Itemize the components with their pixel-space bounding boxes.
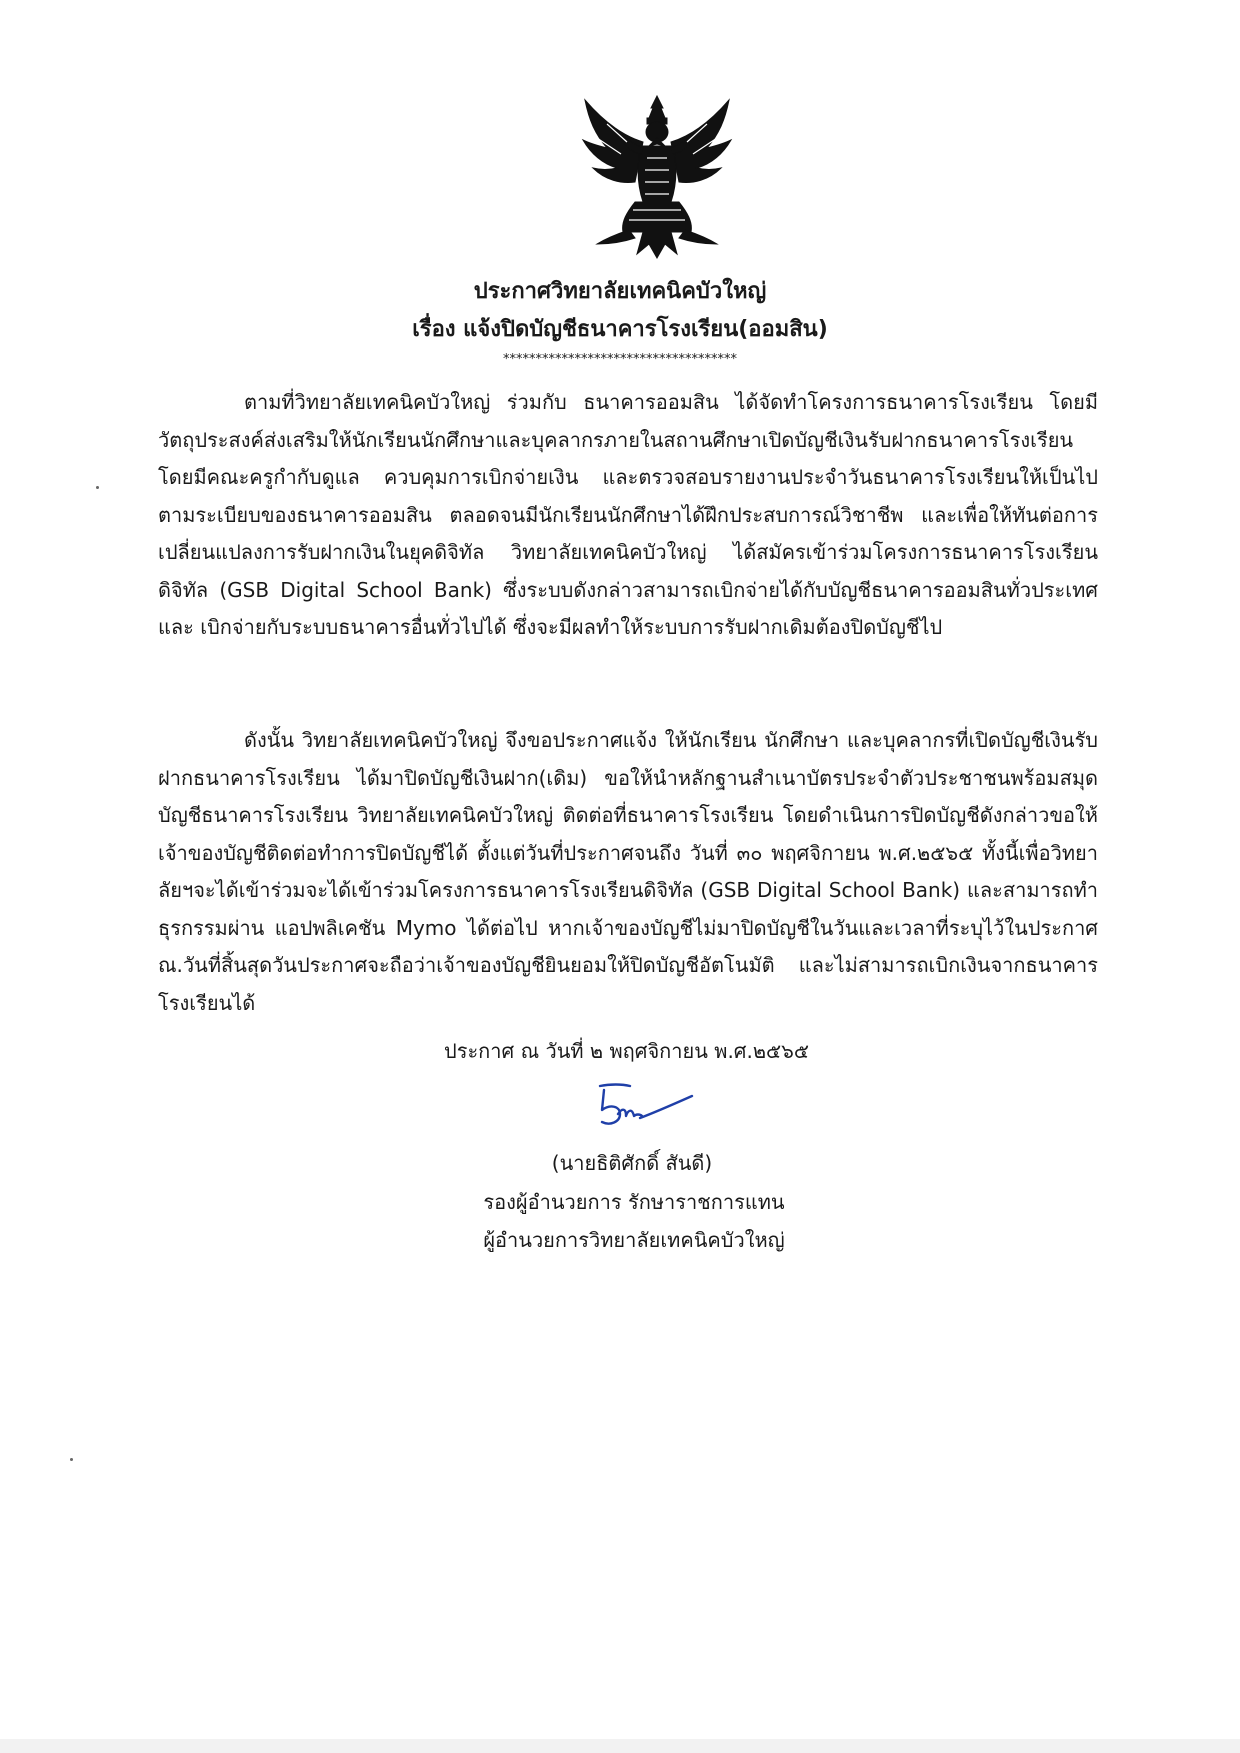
- announcement-subject: เรื่อง แจ้งปิดบัญชีธนาคารโรงเรียน(ออมสิน): [412, 317, 828, 342]
- title-divider: ************************************: [503, 352, 737, 367]
- handwritten-signature: [596, 1080, 696, 1142]
- scan-speck: [70, 1458, 73, 1461]
- announcement-title: ประกาศวิทยาลัยเทคนิคบัวใหญ่: [473, 279, 767, 304]
- garuda-emblem-icon: [577, 94, 737, 259]
- announcement-date: ประกาศ ณ วันที่ ๒ พฤศจิกายน พ.ศ.๒๕๖๕: [444, 1039, 810, 1063]
- scan-edge: [0, 1739, 1240, 1753]
- body-paragraph-1: ตามที่วิทยาลัยเทคนิคบัวใหญ่ ร่วมกับ ธนาคารออมสิน ได้จัดทำโครงการธนาคารโรงเรียน โดยมีวัตถุประสงค์ส่งเสริมให้นักเรียนนักศึกษาและบุคลากรภายในสถานศึกษาเปิดบัญชีเงินรับฝากธนาคารโรงเรียน โดยมีคณะครูกำกับดูแล ควบคุมการเบิกจ่ายเงิน และตรวจสอบรายงานประจำวันธนาคารโรงเรียนให้เป็นไปตามระเบียบของธนาคารออมสิน ตลอดจนมีนักเรียนนักศึกษาได้ฝึกประสบการณ์วิชาชีพ และเพื่อให้ทันต่อการเปลี่ยนแปลงการรับฝากเงินในยุคดิจิทัล วิทยาลัยเทคนิคบัวใหญ่ ได้สมัครเข้าร่วมโครงการธนาคารโรงเรียนดิจิทัล (GSB Digital School Bank) ซึ่งระบบดังกล่าวสามารถเบิกจ่ายได้กับบัญชีธนาคารออมสินทั่วประเทศ และ เบิกจ่ายกับระบบธนาคารอื่นทั่วไปได้ ซึ่งจะมีผลทำให้ระบบการรับฝากเดิมต้องปิดบัญชีไป: [158, 390, 1098, 639]
- signer-title: ผู้อำนวยการวิทยาลัยเทคนิคบัวใหญ่: [483, 1228, 785, 1252]
- signer-name: (นายธิติศักดิ์ สันดี): [551, 1151, 713, 1175]
- signer-position: รองผู้อำนวยการ รักษาราชการแทน: [483, 1190, 785, 1214]
- body-paragraph-2: ดังนั้น วิทยาลัยเทคนิคบัวใหญ่ จึงขอประกาศแจ้ง ให้นักเรียน นักศึกษา และบุคลากรที่เปิดบัญชีเงินรับฝากธนาคารโรงเรียน ได้มาปิดบัญชีเงินฝาก(เดิม) ขอให้นำหลักฐานสำเนาบัตรประจำตัวประชาชนพร้อมสมุดบัญชีธนาคารโรงเรียน วิทยาลัยเทคนิคบัวใหญ่ ติดต่อที่ธนาคารโรงเรียน โดยดำเนินการปิดบัญชีดังกล่าวขอให้เจ้าของบัญชีติดต่อทำการปิดบัญชีได้ ตั้งแต่วันที่ประกาศจนถึง วันที่ ๓๐ พฤศจิกายน พ.ศ.๒๕๖๕ ทั้งนี้เพื่อวิทยาลัยฯจะได้เข้าร่วมจะได้เข้าร่วมโครงการธนาคารโรงเรียนดิจิทัล (GSB Digital School Bank) และสามารถทำธุรกรรมผ่าน แอปพลิเคชัน Mymo ได้ต่อไป หากเจ้าของบัญชีไม่มาปิดบัญชีในวันและเวลาที่ระบุไว้ในประกาศ ณ.วันที่สิ้นสุดวันประกาศจะถือว่าเจ้าของบัญชียินยอมให้ปิดบัญชีอัตโนมัติ และไม่สามารถเบิกเงินจากธนาคารโรงเรียนได้: [158, 728, 1098, 1015]
- scan-speck: [96, 486, 99, 489]
